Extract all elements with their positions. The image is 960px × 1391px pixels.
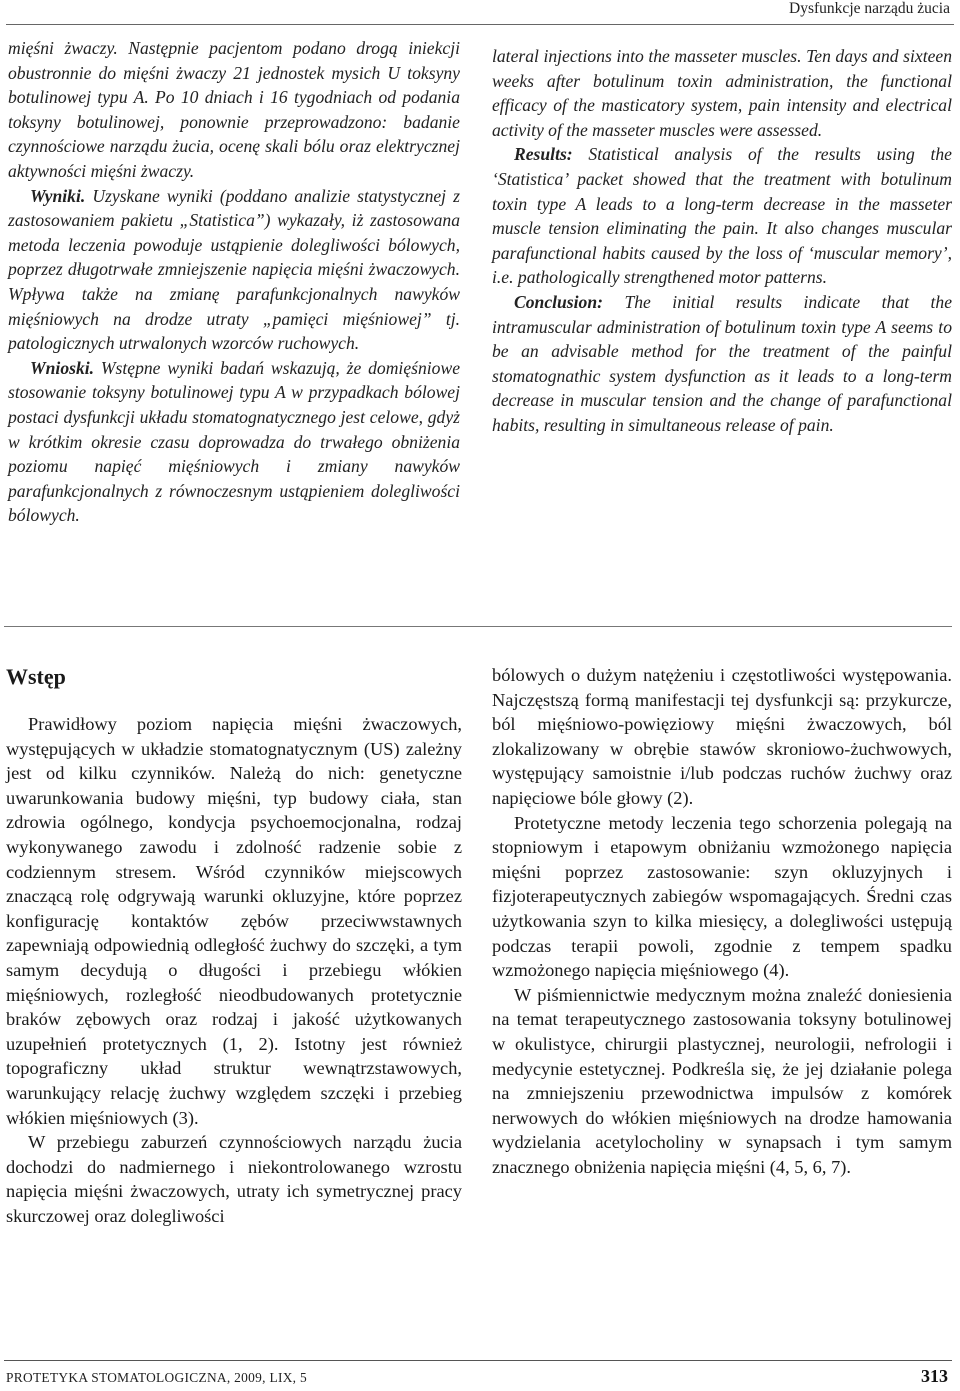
abstract-pl-conclusions	[8, 356, 460, 528]
section-divider	[4, 626, 952, 627]
abstract-pl-conclusions-text: Wstępne wyniki badań wskazują, że domięśniowe stosowanie toksyny botulinowej typu A w przypadkach bólowej postaci dysfunkcji układu stomatognatycznego jest celowe, gdyż w krótkim okresie czasu doprowadza do trwałego obniżenia poziomu napięć mięśniowych i zmiany nawyków parafunkcjonalnych z równoczesnym ustąpieniem dolegliwości bólowych.	[8, 357, 460, 526]
abstract-pl-results-label: Wyniki.	[30, 185, 86, 206]
abstract-pl-conclusions-label: Wnioski.	[30, 357, 95, 378]
body-column-left	[6, 712, 462, 1228]
abstract-english	[492, 44, 952, 438]
abstract-en-results-label: Results:	[514, 144, 573, 165]
abstract-en-conclusion-text: The initial results indicate that the intramuscular administration of botulinum toxin type A seems to be an advisable method for the treatment of the painful stomatognathic system dysfunction as it leads to a long-term decrease in muscular tension and the change of parafunctional habits, resulting in simultaneous release of pain.	[492, 291, 952, 435]
running-header: Dysfunkcje narządu żucia	[789, 0, 950, 17]
footer-rule	[4, 1360, 952, 1361]
page-number: 313	[921, 1366, 948, 1386]
abstract-en-results	[492, 142, 952, 290]
abstract-pl-results	[8, 184, 460, 356]
abstract-polish	[8, 36, 460, 528]
abstract-pl-methods: mięśni żwaczy. Następnie pacjentom podano drogą iniekcji obustronnie do mięśni żwaczy 21 jednostek mysich U toksyny botulinowej typu A. Po 10 dniach i 16 tygodniach od podania toksyny botulinowej, ponownie przeprowadzono: badanie czynnościowe narządu żucia, ocenę skali bólu oraz elektrycznej aktywności mięśni żwaczy.	[8, 38, 460, 181]
intro-paragraph: W piśmiennictwie medycznym można znaleźć doniesienia na temat terapeutycznego zastosowania toksyny botulinowej w okulistyce, chirurgii plastycznej, neurologii, nefrologii i medycynie estetycznej. Podkreśla się, że jej działanie polega na zmniejszeniu przewodnictwa impulsów z komórek nerwowych do włókien mięśniowych na drodze hamowania wydzielania acetylocholiny w synapsach i tym samym znacznego obniżenia napięcia mięśni (4, 5, 6, 7).	[492, 984, 952, 1177]
section-heading-intro: Wstęp	[6, 664, 66, 689]
intro-paragraph: Prawidłowy poziom napięcia mięśni żwaczowych, występujących w układzie stomatognatycznym (US) zależny jest od kilku czynników. Należą do nich: genetyczne uwarunkowania budowy mięśni, typ budowy ciała, stan zdrowia ogólnego, kondycja psychoemocjonalna, rodzaj wykonywanego zawodu i zdolność radzenie sobie z codziennym stresem. Wśród czynników miejscowych znaczącą rolę odgrywają warunki okluzyjne, które poprzez konfigurację kontaktów zębów przeciwwstawnych zapewniają odpowiednią odległość żuchwy do szczęki, a tym samym decydują o długości i przebiegu włókien mięśniowych, rozległość nieodbudowanych protetycznie braków zębowych oraz rodzaj i jakość użytkowanych uzupełnień protetycznych (1, 2). Istotny jest również topograficzny układ struktur wewnątrzstawowych, warunkujący relację żuchwy względem szczęki i przebieg włókien mięśniowych (3).	[6, 714, 462, 1128]
abstract-en-results-text: Statistical analysis of the results using the ‘Statistica’ packet showed that the treatment with botulinum toxin type A leads to a long-term decrease in the masseter muscle tension eliminating the pain. It also changes muscular parafunctional habits caused by the loss of ‘muscular memory’, i.e. pathologically strengthened motor patterns.	[492, 144, 952, 288]
abstract-en-conclusion-label: Conclusion:	[514, 291, 603, 312]
abstract-en-conclusion	[492, 290, 952, 438]
intro-paragraph: Protetyczne metody leczenia tego schorzenia polegają na stopniowym i etapowym obniżaniu wzmożonego napięcia mięśni poprzez zastosowanie: szyn okluzyjnych i fizjoterapeutycznych zabiegów wspomagających. Średni czas użytkowania szyn to kilka miesięcy, a dolegliwości ustępują podczas terapii powoli, zgodnie z tempem spadku wzmożonego napięcia mięśniowego (4).	[492, 812, 952, 981]
abstract-pl-results-text: Uzyskane wyniki (poddano analizie statystycznej z zastosowaniem pakietu „Statistica”) wykazały, iż zastosowana metoda leczenia powoduje ustąpienie dolegliwości bólowych, poprzez długotrwałe zmniejszenie napięcia mięśni żwaczowych. Wpływa także na zmianę parafunkcjonalnych nawyków mięśniowych na drodze utraty „pamięci mięśniowej” tj. patologicznych utrwalonych wzorców ruchowych.	[8, 185, 460, 354]
abstract-en-methods: lateral injections into the masseter muscles. Ten days and sixteen weeks after botulinum toxin administration, the functional efficacy of the masticatory system, pain intensity and electrical activity of the masseter muscles were assessed.	[492, 46, 952, 140]
intro-paragraph: bólowych o dużym natężeniu i częstotliwości występowania. Najczęstszą formą manifestacji tej dysfunkcji są: przykurcze, ból mięśniowo-powięziowy mięśni żwaczowych, ból zlokalizowany w obrębie stawów skroniowo-żuchwowych, występujący samoistnie i/lub podczas ruchów żuchwy oraz napięciowe bóle głowy (2).	[492, 665, 952, 808]
intro-paragraph: W przebiegu zaburzeń czynnościowych narządu żucia dochodzi do nadmiernego i niekontrolowanego wzrostu napięcia mięśni żwaczowych, utraty ich symetrycznej pracy skurczowej oraz dolegliwości	[6, 1132, 462, 1226]
header-rule	[6, 24, 954, 25]
journal-citation: PROTETYKA STOMATOLOGICZNA, 2009, LIX, 5	[6, 1370, 307, 1385]
body-column-right	[492, 663, 952, 1179]
